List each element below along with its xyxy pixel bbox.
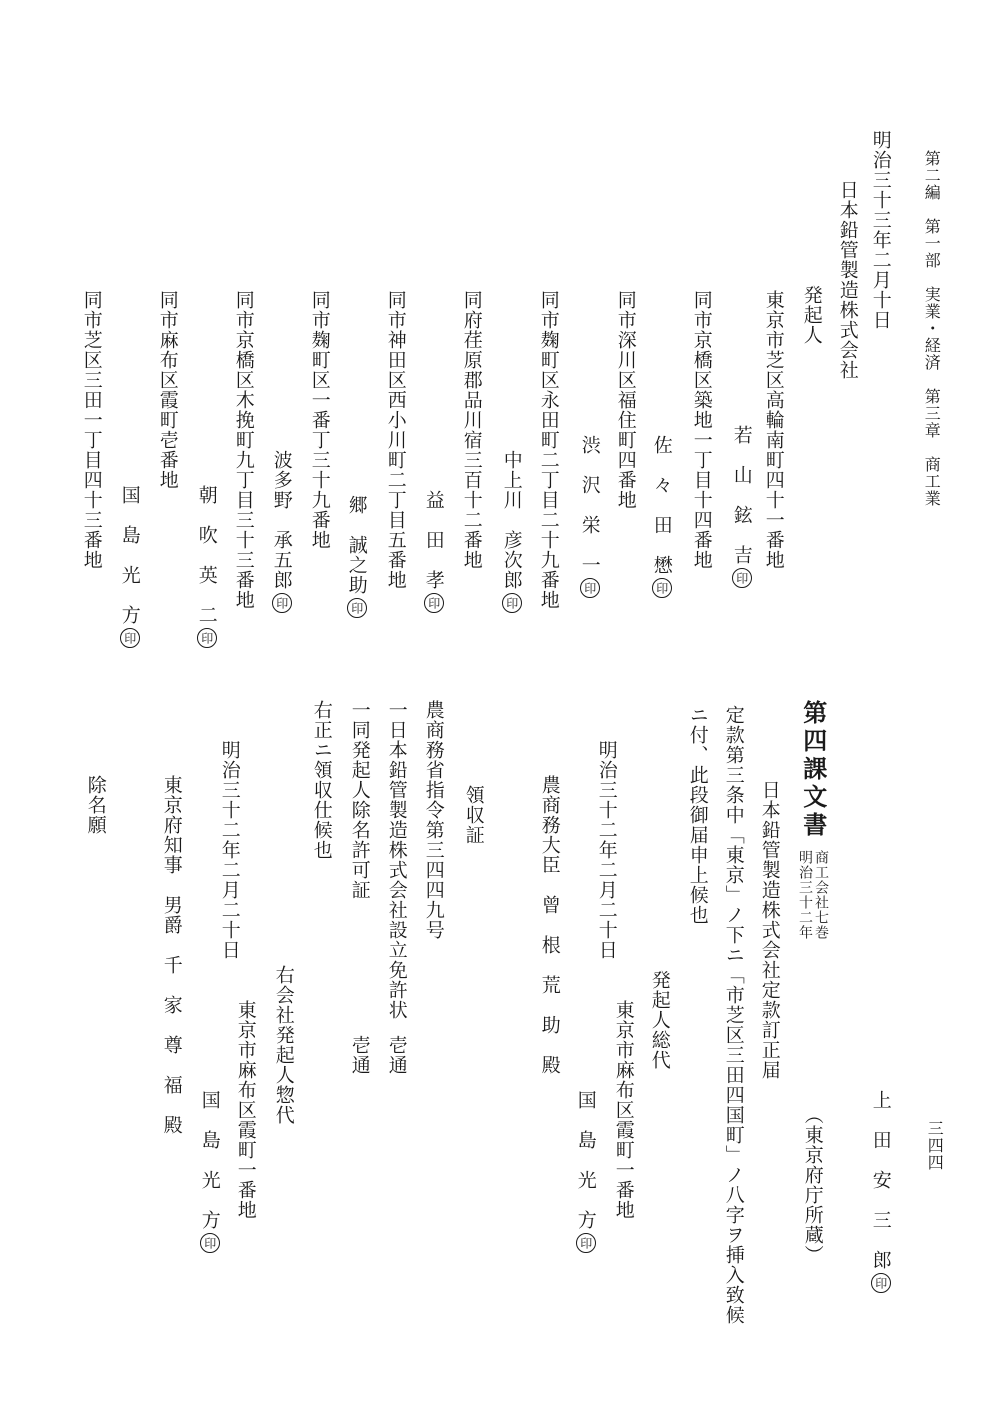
seal-mark: 印 (347, 598, 367, 618)
final-title: 除名願 (84, 775, 107, 835)
person-address: 東京市芝区高輪南町四十一番地 (762, 290, 785, 570)
person-name: 中上川 彦次郎印 (500, 450, 523, 613)
representative-name: 国 島 光 方印 (198, 1090, 221, 1253)
person-address: 同市麻布区霞町壱番地 (156, 290, 179, 490)
representative-address: 東京市麻布区霞町一番地 (234, 1000, 257, 1220)
representative-label: 発起人総代 (648, 970, 671, 1070)
repository-note: （東京府庁所蔵） (801, 1105, 824, 1265)
person-name: 波多野 承五郎印 (270, 450, 293, 613)
addressee: 東京府知事 男爵 千 家 尊 福 殿 (160, 775, 183, 1135)
person-address: 同市神田区西小川町二丁目五番地 (384, 290, 407, 590)
document-title: 第四課文書 (798, 700, 828, 840)
receipt-item-qty: 壱通 (348, 1035, 371, 1075)
seal-mark: 印 (871, 1273, 891, 1293)
person-address: 同市麹町区永田町二丁目二十九番地 (537, 290, 560, 610)
representative-label: 右会社発起人惣代 (272, 965, 295, 1125)
person-name: 益 田 孝印 (422, 490, 445, 613)
archive-name: 上 田 安 三 郎印 (869, 1090, 892, 1293)
person-name: 郷 誠之助印 (345, 495, 368, 618)
seal-mark: 印 (652, 578, 672, 598)
person-name: 佐 々 田 懋印 (650, 435, 673, 598)
page-number: 三四四 (925, 1120, 945, 1171)
person-address: 同市芝区三田一丁目四十三番地 (80, 290, 103, 570)
person-name: 若 山 鉉 吉印 (730, 425, 753, 588)
person-name: 朝 吹 英 二印 (195, 485, 218, 648)
person-address: 同市麹町区一番丁三十九番地 (308, 290, 331, 550)
seal-mark: 印 (424, 593, 444, 613)
seal-mark: 印 (120, 628, 140, 648)
receipt-title: 領収証 (462, 785, 485, 845)
notice-body-line: ニ付、此段御届申上候也 (686, 705, 709, 925)
directive-number: 農商務省指令第三四四九号 (422, 700, 445, 940)
upper-date: 明治三十三年二月十日 (869, 130, 892, 330)
source-note: 商工会社七巻 明治三十二年 (797, 850, 829, 940)
receipt-item: 一同発起人除名許可証 (348, 700, 371, 900)
person-address: 同市深川区福住町四番地 (614, 290, 637, 510)
receipt-date: 明治三十二年二月二十日 (218, 740, 241, 960)
notice-date: 明治三十二年二月二十日 (595, 740, 618, 960)
receipt-item-qty: 壱通 (385, 1035, 408, 1075)
promoters-label: 発起人 (800, 285, 823, 345)
seal-mark: 印 (576, 1233, 596, 1253)
seal-mark: 印 (200, 1233, 220, 1253)
seal-mark: 印 (580, 578, 600, 598)
notice-body-line: 定款第三条中「東京」ノ下ニ「市芝区三田四国町」ノ八字ヲ挿入致候 (722, 705, 745, 1325)
person-name: 渋 沢 栄 一印 (578, 435, 601, 598)
person-address: 同市京橋区木挽町九丁目三十三番地 (232, 290, 255, 610)
person-name: 国 島 光 方印 (118, 485, 141, 648)
seal-mark: 印 (197, 628, 217, 648)
representative-address: 東京市麻布区霞町一番地 (612, 1000, 635, 1220)
seal-mark: 印 (502, 593, 522, 613)
company-name: 日本鉛管製造株式会社 (836, 180, 859, 380)
person-address: 同市京橋区築地一丁目十四番地 (690, 290, 713, 570)
representative-name: 国 島 光 方印 (574, 1090, 597, 1253)
addressee: 農商務大臣 曾 根 荒 助 殿 (538, 775, 561, 1075)
person-address: 同府荏原郡品川宿三百十二番地 (460, 290, 483, 570)
receipt-item: 一日本鉛管製造株式会社設立免許状 (385, 700, 408, 1020)
receipt-closing: 右正ニ領収仕候也 (310, 700, 333, 860)
seal-mark: 印 (272, 593, 292, 613)
running-header: 第二編 第一部 実業・経済 第三章 商工業 (922, 150, 942, 507)
seal-mark: 印 (732, 568, 752, 588)
notice-heading: 日本鉛管製造株式会社定款訂正届 (758, 780, 781, 1080)
